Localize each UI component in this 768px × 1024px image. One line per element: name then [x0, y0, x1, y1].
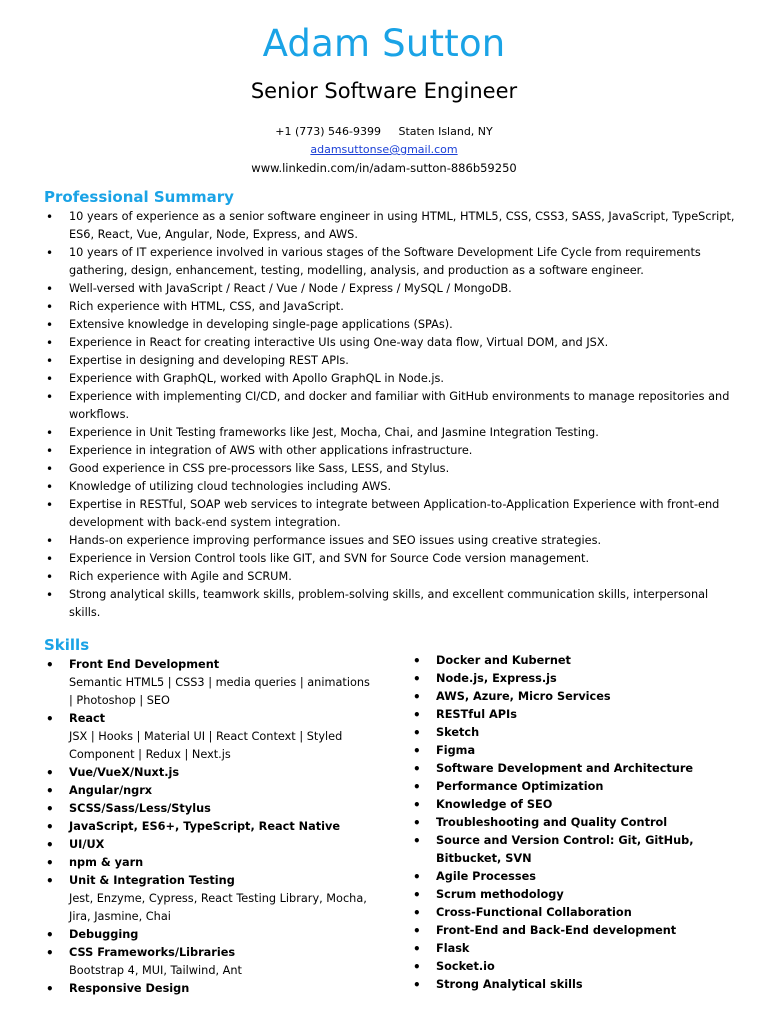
- skill-item: • Performance Optimization: [407, 778, 747, 796]
- skill-item: [40, 800, 375, 818]
- skill-label: React: [69, 712, 106, 725]
- summary-heading: Professional Summary: [44, 188, 234, 206]
- skill-item: • Source and Version Control: Git, GitHub, Bitbucket, SVN: [407, 832, 747, 868]
- job-title: Senior Software Engineer: [250, 79, 518, 103]
- skill-item: [40, 944, 375, 980]
- skill-label: Vue/VueX/Nuxt.js: [69, 766, 180, 779]
- email-line: [0, 143, 768, 156]
- summary-item: • Expertise in RESTful, SOAP web services to integrate between Application-to-Application Experience with front-end development with back-end system integration.: [40, 496, 740, 532]
- linkedin-url: www.linkedin.com/in/adam-sutton-886b59250: [251, 161, 517, 175]
- skill-item: [40, 872, 375, 926]
- skill-item: [40, 710, 375, 764]
- summary-item: • Experience with GraphQL, worked with Apollo GraphQL in Node.js.: [40, 370, 740, 388]
- skill-label: Responsive Design: [69, 982, 190, 995]
- summary-item: • Experience in integration of AWS with other applications infrastructure.: [40, 442, 740, 460]
- summary-item: • Extensive knowledge in developing single-page applications (SPAs).: [40, 316, 740, 334]
- skill-label: npm & yarn: [69, 856, 144, 869]
- summary-item: • Strong analytical skills, teamwork skills, problem-solving skills, and excellent communication skills, interpersonal skills.: [40, 586, 740, 622]
- skill-item: • Scrum methodology: [407, 886, 747, 904]
- skills-heading: Skills: [44, 636, 90, 654]
- skill-item: • Docker and Kubernet: [407, 652, 747, 670]
- skill-item: • Sketch: [407, 724, 747, 742]
- skill-item: [40, 836, 375, 854]
- summary-item: • Experience in React for creating interactive UIs using One-way data flow, Virtual DOM, and JSX.: [40, 334, 740, 352]
- skill-item: • Figma: [407, 742, 747, 760]
- skill-item: • RESTful APIs: [407, 706, 747, 724]
- summary-item: • 10 years of experience as a senior software engineer in using HTML, HTML5, CSS, CSS3, SASS, JavaScript, TypeScript, ES6, React, Vue, Angular, Node, Express, and AWS.: [40, 208, 740, 244]
- skill-detail: Semantic HTML5 | CSS3 | media queries | animations | Photoshop | SEO: [69, 676, 370, 707]
- skill-detail: JSX | Hooks | Material UI | React Context | Styled Component | Redux | Next.js: [69, 730, 343, 761]
- skill-detail: Bootstrap 4, MUI, Tailwind, Ant: [69, 964, 242, 977]
- summary-item: • Hands-on experience improving performance issues and SEO issues using creative strategies.: [40, 532, 740, 550]
- skill-label: SCSS/Sass/Less/Stylus: [69, 802, 211, 815]
- phone-number: +1 (773) 546-9399: [275, 125, 381, 138]
- skill-item: • Troubleshooting and Quality Control: [407, 814, 747, 832]
- candidate-name: Adam Sutton: [262, 22, 506, 65]
- location: Staten Island, NY: [398, 125, 493, 138]
- summary-item: • Experience with implementing CI/CD, and docker and familiar with GitHub environments to manage repositories and workflows.: [40, 388, 740, 424]
- summary-item: • Experience in Unit Testing frameworks like Jest, Mocha, Chai, and Jasmine Integration Testing.: [40, 424, 740, 442]
- skill-item: • Agile Processes: [407, 868, 747, 886]
- skill-item: [40, 818, 375, 836]
- skill-label: CSS Frameworks/Libraries: [69, 946, 236, 959]
- skill-label: JavaScript, ES6+, TypeScript, React Native: [69, 820, 341, 833]
- summary-list: [40, 208, 740, 622]
- summary-item: • Expertise in designing and developing REST APIs.: [40, 352, 740, 370]
- summary-item: • Rich experience with HTML, CSS, and JavaScript.: [40, 298, 740, 316]
- skill-item: • Cross-Functional Collaboration: [407, 904, 747, 922]
- skill-item: [40, 854, 375, 872]
- skill-item: • Flask: [407, 940, 747, 958]
- summary-item: • Good experience in CSS pre-processors like Sass, LESS, and Stylus.: [40, 460, 740, 478]
- skill-label: Angular/ngrx: [69, 784, 153, 797]
- skill-item: [40, 980, 375, 998]
- summary-item: • Well-versed with JavaScript / React / Vue / Node / Express / MySQL / MongoDB.: [40, 280, 740, 298]
- skill-item: • Socket.io: [407, 958, 747, 976]
- skill-item: [40, 764, 375, 782]
- summary-item: • Rich experience with Agile and SCRUM.: [40, 568, 740, 586]
- contact-line: [0, 125, 768, 138]
- summary-item: • Knowledge of utilizing cloud technologies including AWS.: [40, 478, 740, 496]
- skill-item: [40, 782, 375, 800]
- summary-item: • Experience in Version Control tools like GIT, and SVN for Source Code version management.: [40, 550, 740, 568]
- skill-detail: Jest, Enzyme, Cypress, React Testing Library, Mocha, Jira, Jasmine, Chai: [69, 892, 367, 923]
- skills-left-list: [40, 656, 375, 998]
- skills-right-list: [407, 652, 747, 994]
- skill-label: Debugging: [69, 928, 139, 941]
- skill-item: • Strong Analytical skills: [407, 976, 747, 994]
- skill-item: [40, 656, 375, 710]
- summary-item: • 10 years of IT experience involved in various stages of the Software Development Life Cycle from requirements gathering, design, enhancement, testing, modelling, analysis, and production as a software engineer.: [40, 244, 740, 280]
- skill-item: • Front-End and Back-End development: [407, 922, 747, 940]
- skill-item: [40, 926, 375, 944]
- skill-item: • Node.js, Express.js: [407, 670, 747, 688]
- skill-label: Front End Development: [69, 658, 220, 671]
- skill-item: • AWS, Azure, Micro Services: [407, 688, 747, 706]
- skill-item: • Software Development and Architecture: [407, 760, 747, 778]
- skill-label: Unit & Integration Testing: [69, 874, 235, 887]
- skill-item: • Knowledge of SEO: [407, 796, 747, 814]
- email-link[interactable]: adamsuttonse@gmail.com: [310, 143, 458, 156]
- skill-label: UI/UX: [69, 838, 105, 851]
